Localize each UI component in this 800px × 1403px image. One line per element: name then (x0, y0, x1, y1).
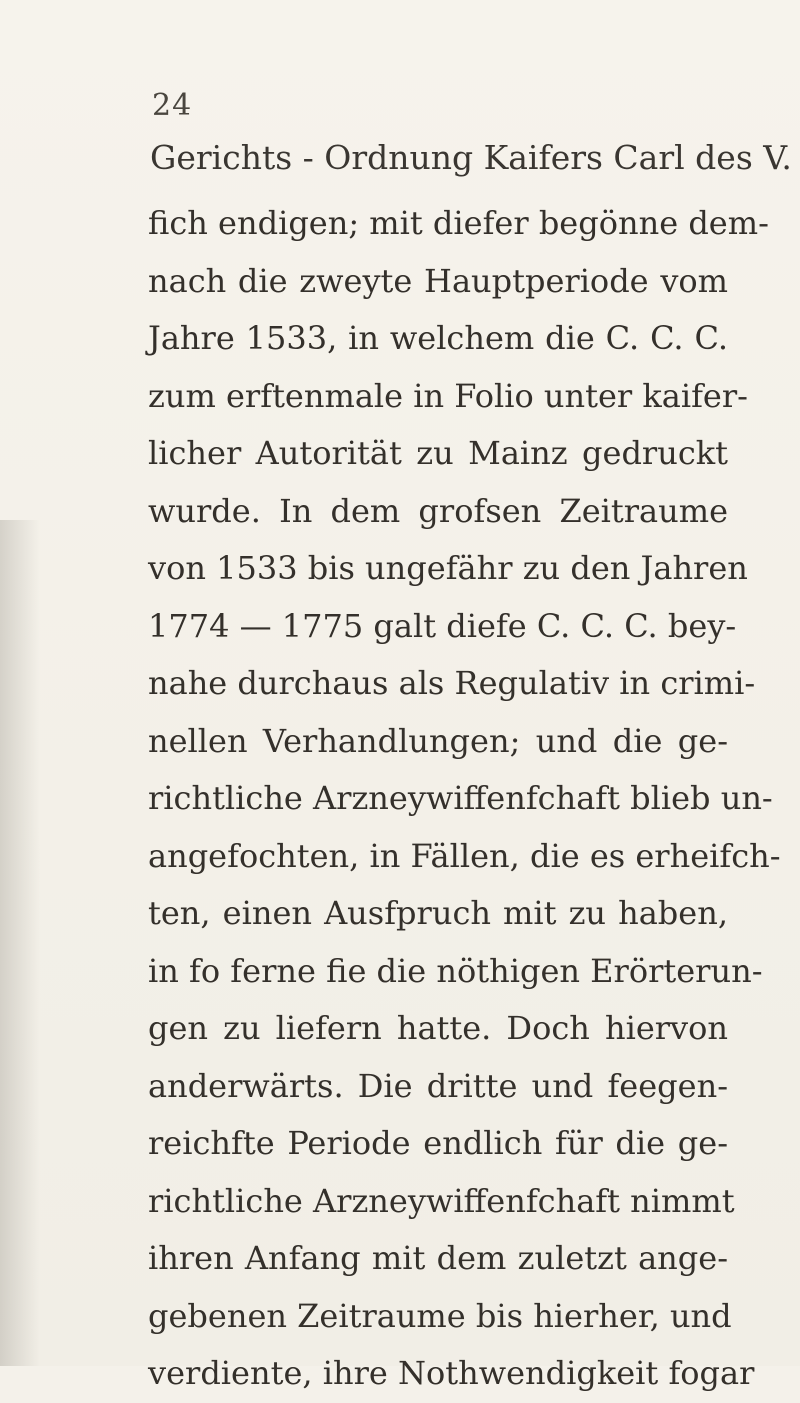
text-line: licher Autorität zu Mainz gedruckt (148, 434, 728, 472)
text-line: wurde. In dem grofsen Zeitraume (148, 491, 728, 530)
text-line: richtliche Arzneywiffenfchaft nimmt (148, 1181, 735, 1220)
text-line: ten, einen Ausfpruch mit zu haben, (148, 894, 728, 932)
text-line: von 1533 bis ungefähr zu den Jahren (148, 549, 748, 587)
text-line: reichfte Periode endlich für die ge- (148, 1124, 728, 1162)
text-line: verdiente, ihre Nothwendigkeit fogar (148, 1354, 755, 1392)
text-line: gen zu liefern hatte. Doch hiervon (148, 1009, 728, 1047)
text-line: fich endigen; mit diefer begönne dem- (148, 204, 769, 242)
running-head: Gerichts - Ordnung Kaifers Carl des V. (150, 138, 792, 177)
text-line: in fo ferne fie die nöthigen Erörterun- (148, 951, 763, 990)
page-number: 24 (152, 88, 193, 123)
text-line: nellen Verhandlungen; und die ge- (148, 721, 728, 760)
text-line: gebenen Zeitraume bis hierher, und (148, 1296, 732, 1335)
text-line: ihren Anfang mit dem zuletzt ange- (148, 1239, 728, 1277)
text-line: nahe durchaus als Regulativ in crimi- (148, 664, 756, 702)
text-line: angefochten, in Fällen, die es erheifch- (148, 836, 781, 875)
gutter-shadow (0, 520, 40, 1366)
text-line: 1774 — 1775 galt diefe C. C. C. bey- (148, 606, 737, 645)
text-line: nach die zweyte Hauptperiode vom (148, 261, 728, 300)
text-line: zum erftenmale in Folio unter kaifer- (148, 376, 748, 415)
text-line: richtliche Arzneywiffenfchaft blieb un- (148, 779, 773, 817)
body-text (148, 195, 781, 1403)
text-line: anderwärts. Die dritte und feegen- (148, 1066, 728, 1105)
text-line: Jahre 1533, in welchem die C. C. C. (148, 319, 728, 357)
